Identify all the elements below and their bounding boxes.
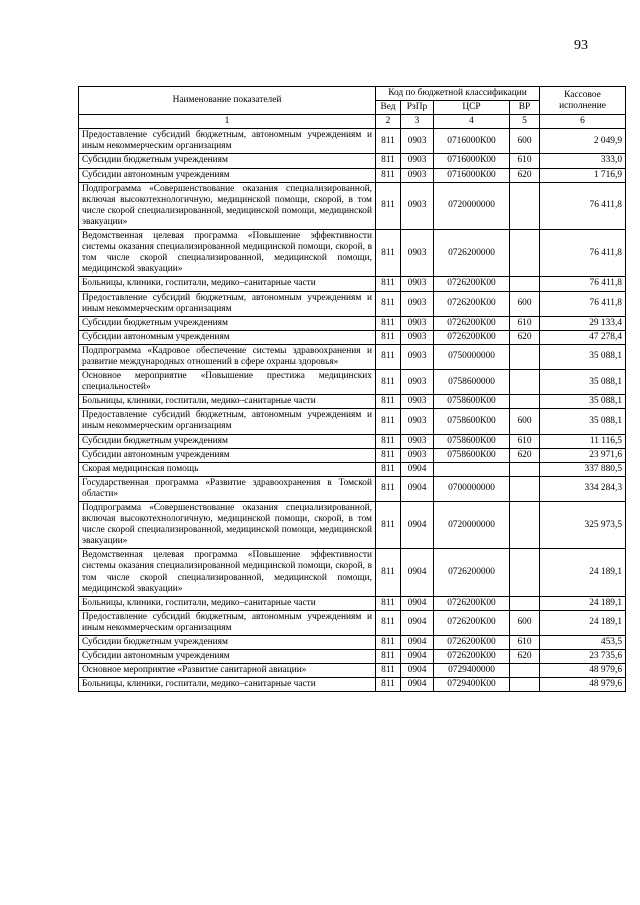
cell-vr: 600 — [510, 291, 540, 316]
cell-rzpr: 0904 — [401, 650, 434, 664]
cell-vr — [510, 476, 540, 501]
cell-ved: 811 — [376, 316, 401, 330]
cell-ved: 811 — [376, 549, 401, 596]
cell-amount: 1 716,9 — [540, 168, 626, 182]
cell-name: Предоставление субсидий бюджетным, автономным учреждениям и иным некоммерческим организациям — [79, 409, 376, 434]
cell-name: Ведомственная целевая программа «Повышение эффективности системы оказания специализированной медицинской помощи, скорой, в том числе скорой специализированной, медицинской помощи, медицинской эвакуации» — [79, 230, 376, 277]
cell-rzpr: 0904 — [401, 596, 434, 610]
cell-vr: 600 — [510, 409, 540, 434]
cell-csr: 0729400000 — [434, 664, 510, 678]
table-row — [79, 549, 626, 596]
cell-ved: 811 — [376, 182, 401, 229]
table-row — [79, 610, 626, 635]
table-row — [79, 409, 626, 434]
cell-csr: 0726200К00 — [434, 291, 510, 316]
cell-amount: 23 971,6 — [540, 448, 626, 462]
cell-vr — [510, 664, 540, 678]
cell-amount: 35 088,1 — [540, 395, 626, 409]
cell-csr — [434, 462, 510, 476]
cell-csr: 0758600К00 — [434, 395, 510, 409]
cell-name: Подпрограмма «Совершенствование оказания специализированной, включая высокотехнологичную, медицинской помощи, скорой, в том числе скорой специализированной, медицинской помощи, медицинской эвакуации» — [79, 502, 376, 549]
cell-ved: 811 — [376, 664, 401, 678]
cell-rzpr: 0903 — [401, 129, 434, 154]
cell-name: Больницы, клиники, госпитали, медико–санитарные части — [79, 678, 376, 692]
table-row — [79, 316, 626, 330]
cell-name: Больницы, клиники, госпитали, медико–санитарные части — [79, 596, 376, 610]
cell-rzpr: 0903 — [401, 168, 434, 182]
cell-vr: 600 — [510, 129, 540, 154]
cell-amount: 76 411,8 — [540, 277, 626, 291]
cell-vr: 610 — [510, 316, 540, 330]
cell-vr — [510, 678, 540, 692]
cell-vr — [510, 182, 540, 229]
cell-name: Предоставление субсидий бюджетным, автономным учреждениям и иным некоммерческим организациям — [79, 291, 376, 316]
cell-rzpr: 0903 — [401, 230, 434, 277]
cell-rzpr: 0903 — [401, 154, 434, 168]
table-row — [79, 448, 626, 462]
cell-vr: 600 — [510, 610, 540, 635]
cell-amount: 23 735,6 — [540, 650, 626, 664]
cell-ved: 811 — [376, 502, 401, 549]
cell-csr: 0726200К00 — [434, 316, 510, 330]
table-row — [79, 678, 626, 692]
cell-amount: 76 411,8 — [540, 291, 626, 316]
cell-name: Подпрограмма «Совершенствование оказания специализированной, включая высокотехнологичную, медицинской помощи, скорой, в том числе скорой специализированной, медицинской помощи, медицинской эвакуации» — [79, 182, 376, 229]
cell-ved: 811 — [376, 434, 401, 448]
cell-csr: 0716000К00 — [434, 154, 510, 168]
cell-vr — [510, 230, 540, 277]
cell-csr: 0758600000 — [434, 370, 510, 395]
cell-amount: 24 189,1 — [540, 596, 626, 610]
cell-vr: 620 — [510, 168, 540, 182]
cell-csr: 0758600К00 — [434, 448, 510, 462]
cell-ved: 811 — [376, 277, 401, 291]
cell-rzpr: 0904 — [401, 476, 434, 501]
cell-rzpr: 0903 — [401, 409, 434, 434]
header-code-group: Код по бюджетной классификации — [376, 87, 540, 101]
cell-name: Субсидии бюджетным учреждениям — [79, 316, 376, 330]
cell-ved: 811 — [376, 370, 401, 395]
cell-name: Субсидии автономным учреждениям — [79, 448, 376, 462]
cell-csr: 0716000К00 — [434, 168, 510, 182]
cell-amount: 35 088,1 — [540, 370, 626, 395]
cell-vr: 610 — [510, 154, 540, 168]
cell-csr: 0729400К00 — [434, 678, 510, 692]
table-row — [79, 650, 626, 664]
cell-csr: 0726200К00 — [434, 596, 510, 610]
cell-ved: 811 — [376, 330, 401, 344]
cell-rzpr: 0904 — [401, 502, 434, 549]
cell-name: Ведомственная целевая программа «Повышение эффективности системы оказания специализированной медицинской помощи, скорой, в том числе скорой специализированной, медицинской помощи, медицинской эвакуации» — [79, 549, 376, 596]
cell-vr: 610 — [510, 434, 540, 448]
cell-name: Основное мероприятие «Повышение престижа медицинских специальностей» — [79, 370, 376, 395]
table-row — [79, 476, 626, 501]
cell-csr: 0758600К00 — [434, 409, 510, 434]
cell-csr: 0726200000 — [434, 549, 510, 596]
header-rzpr: РзПр — [401, 101, 434, 115]
cell-vr — [510, 549, 540, 596]
col-number: 2 — [376, 115, 401, 129]
cell-name: Субсидии бюджетным учреждениям — [79, 434, 376, 448]
table-row — [79, 462, 626, 476]
cell-rzpr: 0903 — [401, 182, 434, 229]
cell-amount: 76 411,8 — [540, 230, 626, 277]
table-row — [79, 230, 626, 277]
cell-name: Предоставление субсидий бюджетным, автономным учреждениям и иным некоммерческим организациям — [79, 610, 376, 635]
col-number: 1 — [79, 115, 376, 129]
cell-vr — [510, 502, 540, 549]
cell-amount: 337 880,5 — [540, 462, 626, 476]
cell-rzpr: 0903 — [401, 330, 434, 344]
cell-vr — [510, 370, 540, 395]
cell-amount: 24 189,1 — [540, 549, 626, 596]
cell-name: Предоставление субсидий бюджетным, автономным учреждениям и иным некоммерческим организациям — [79, 129, 376, 154]
cell-rzpr: 0903 — [401, 316, 434, 330]
cell-vr: 620 — [510, 448, 540, 462]
table-row — [79, 370, 626, 395]
cell-rzpr: 0904 — [401, 549, 434, 596]
table-row — [79, 154, 626, 168]
table-row — [79, 291, 626, 316]
cell-ved: 811 — [376, 636, 401, 650]
table-body — [79, 129, 626, 692]
cell-csr: 0726200К00 — [434, 330, 510, 344]
cell-ved: 811 — [376, 610, 401, 635]
cell-csr: 0720000000 — [434, 502, 510, 549]
cell-rzpr: 0903 — [401, 395, 434, 409]
cell-amount: 453,5 — [540, 636, 626, 650]
header-vr: ВР — [510, 101, 540, 115]
cell-ved: 811 — [376, 168, 401, 182]
cell-amount: 47 278,4 — [540, 330, 626, 344]
column-number-row — [79, 115, 626, 129]
cell-rzpr: 0903 — [401, 448, 434, 462]
cell-name: Субсидии автономным учреждениям — [79, 650, 376, 664]
cell-amount: 325 973,5 — [540, 502, 626, 549]
cell-amount: 35 088,1 — [540, 409, 626, 434]
cell-ved: 811 — [376, 476, 401, 501]
cell-amount: 48 979,6 — [540, 678, 626, 692]
table-row — [79, 168, 626, 182]
cell-amount: 76 411,8 — [540, 182, 626, 229]
table-row — [79, 395, 626, 409]
cell-csr: 0758600К00 — [434, 434, 510, 448]
cell-rzpr: 0904 — [401, 636, 434, 650]
cell-csr: 0726200К00 — [434, 277, 510, 291]
table-row — [79, 502, 626, 549]
cell-amount: 35 088,1 — [540, 344, 626, 369]
header-name: Наименование показателей — [79, 87, 376, 115]
cell-rzpr: 0903 — [401, 370, 434, 395]
cell-amount: 24 189,1 — [540, 610, 626, 635]
cell-ved: 811 — [376, 448, 401, 462]
cell-ved: 811 — [376, 650, 401, 664]
cell-ved: 811 — [376, 462, 401, 476]
cell-csr: 0716000К00 — [434, 129, 510, 154]
cell-rzpr: 0904 — [401, 462, 434, 476]
cell-amount: 2 049,9 — [540, 129, 626, 154]
cell-name: Государственная программа «Развитие здравоохранения в Томской области» — [79, 476, 376, 501]
cell-csr: 0750000000 — [434, 344, 510, 369]
cell-vr — [510, 395, 540, 409]
cell-amount: 11 116,5 — [540, 434, 626, 448]
header-ved: Вед — [376, 101, 401, 115]
table-header — [79, 87, 626, 129]
table-row — [79, 434, 626, 448]
cell-ved: 811 — [376, 395, 401, 409]
cell-ved: 811 — [376, 596, 401, 610]
cell-rzpr: 0904 — [401, 678, 434, 692]
cell-rzpr: 0903 — [401, 277, 434, 291]
col-number: 4 — [434, 115, 510, 129]
cell-csr: 0726200К00 — [434, 636, 510, 650]
table-row — [79, 664, 626, 678]
cell-vr: 620 — [510, 650, 540, 664]
table-row — [79, 636, 626, 650]
cell-rzpr: 0903 — [401, 291, 434, 316]
table-row — [79, 277, 626, 291]
cell-csr: 0726200К00 — [434, 650, 510, 664]
cell-name: Субсидии бюджетным учреждениям — [79, 636, 376, 650]
cell-rzpr: 0903 — [401, 434, 434, 448]
cell-ved: 811 — [376, 678, 401, 692]
cell-name: Основное мероприятие «Развитие санитарной авиации» — [79, 664, 376, 678]
cell-vr: 610 — [510, 636, 540, 650]
table-row — [79, 596, 626, 610]
cell-csr: 0726200000 — [434, 230, 510, 277]
cell-amount: 334 284,3 — [540, 476, 626, 501]
cell-name: Скорая медицинская помощь — [79, 462, 376, 476]
cell-vr — [510, 277, 540, 291]
cell-amount: 48 979,6 — [540, 664, 626, 678]
cell-vr — [510, 344, 540, 369]
header-csr: ЦСР — [434, 101, 510, 115]
cell-csr: 0726200К00 — [434, 610, 510, 635]
table-row — [79, 330, 626, 344]
cell-ved: 811 — [376, 154, 401, 168]
cell-name: Больницы, клиники, госпитали, медико–санитарные части — [79, 395, 376, 409]
cell-name: Субсидии бюджетным учреждениям — [79, 154, 376, 168]
cell-rzpr: 0904 — [401, 610, 434, 635]
cell-csr: 0720000000 — [434, 182, 510, 229]
cell-amount: 29 133,4 — [540, 316, 626, 330]
col-number: 6 — [540, 115, 626, 129]
cell-amount: 333,0 — [540, 154, 626, 168]
cell-ved: 811 — [376, 409, 401, 434]
cell-ved: 811 — [376, 230, 401, 277]
cell-vr — [510, 462, 540, 476]
cell-rzpr: 0904 — [401, 664, 434, 678]
cell-vr — [510, 596, 540, 610]
cell-name: Подпрограмма «Кадровое обеспечение системы здравоохранения и развитие международных отношений в сфере охраны здоровья» — [79, 344, 376, 369]
cell-name: Больницы, клиники, госпитали, медико–санитарные части — [79, 277, 376, 291]
table-row — [79, 129, 626, 154]
col-number: 5 — [510, 115, 540, 129]
cell-ved: 811 — [376, 344, 401, 369]
cell-ved: 811 — [376, 129, 401, 154]
cell-rzpr: 0903 — [401, 344, 434, 369]
header-amount: Кассовое исполнение — [540, 87, 626, 115]
cell-name: Субсидии автономным учреждениям — [79, 168, 376, 182]
cell-vr: 620 — [510, 330, 540, 344]
table-row — [79, 182, 626, 229]
col-number: 3 — [401, 115, 434, 129]
budget-table — [78, 86, 626, 692]
cell-name: Субсидии автономным учреждениям — [79, 330, 376, 344]
table-row — [79, 344, 626, 369]
cell-csr: 0700000000 — [434, 476, 510, 501]
page-number: 93 — [574, 38, 588, 53]
cell-ved: 811 — [376, 291, 401, 316]
